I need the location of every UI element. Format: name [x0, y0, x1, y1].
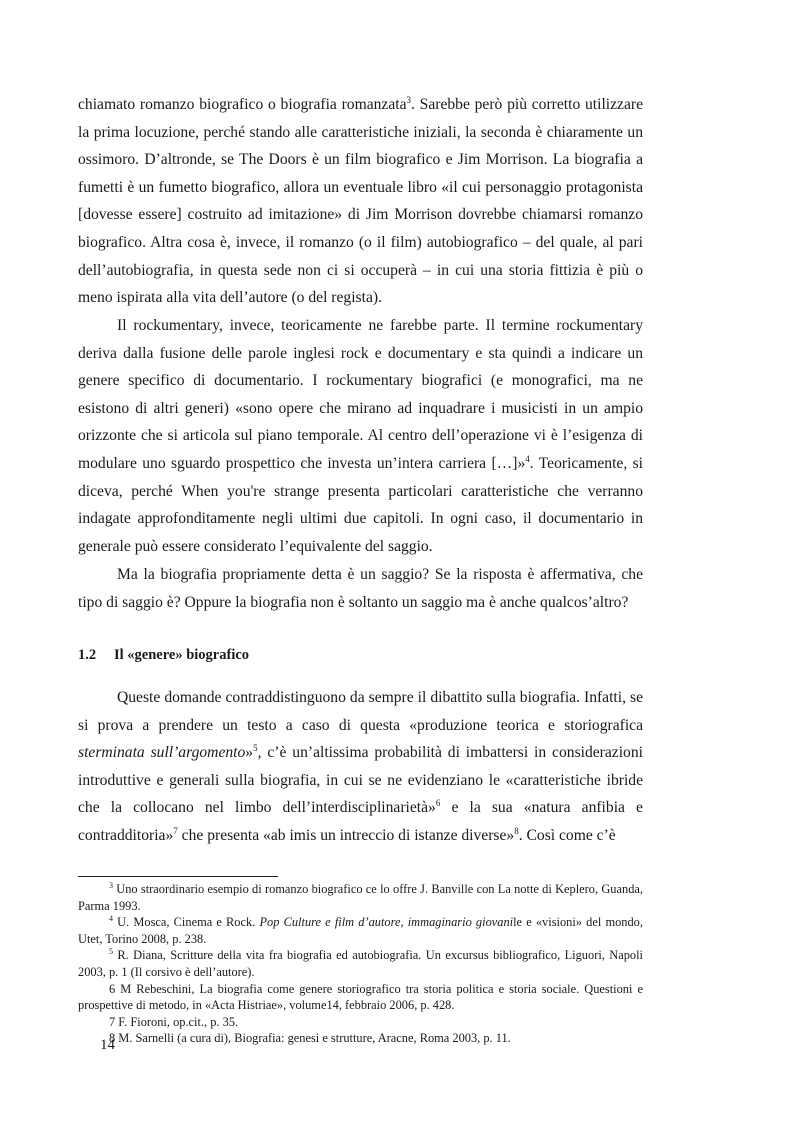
paragraph-text: Il rockumentary, invece, teoricamente ne farebbe parte. Il termine rockumentary deriva dalla fusione delle parole inglesi rock e documentary e sta quindi a indicare un genere specifico di documentario. I rockumentary biografici (e monografici, ma ne esistono di altri generi) «sono opere che mirano ad inquadrare i musicisti in un ampio orizzonte che si articola sul piano temporale. Al centro dell’operazione vi è l’esigenza di modulare uno sguardo prospettico che investa un’intera carriera […]»: [78, 317, 643, 472]
paragraph-text: . Così come c’è: [518, 826, 616, 844]
footnote-ref-5[interactable]: 5: [253, 743, 258, 754]
footnote-italic-text: Pop Culture e film d’autore, immaginario giovani: [259, 915, 514, 930]
footnote-4: [78, 914, 643, 947]
paragraph-3: [78, 561, 643, 616]
paragraph-text: e la sua «natura anfibia e contradditoria»: [78, 799, 643, 844]
footnote-text: 6 M Rebeschini, La biografia come genere storiografico tra storia politica e storia sociale. Questioni e prospettive di metodo, in «Acta Histriae», volume14, febbraio 2006, p. 428.: [78, 981, 643, 1013]
footnote-text: 8 M. Sarnelli (a cura di), Biografia: genesi e strutture, Aracne, Roma 2003, p. 11.: [109, 1031, 511, 1046]
footnote-5: [78, 947, 643, 980]
footnote-text: Uno straordinario esempio di romanzo biografico ce lo offre J. Banville con La notte di Keplero, Guanda, Parma 1993.: [78, 882, 643, 913]
footnote-6: [78, 981, 643, 1014]
footnotes: [78, 881, 643, 1047]
italic-text: sterminata sull’argomento: [78, 744, 246, 762]
paragraph-text: chiamato romanzo biografico o biografia romanzata: [78, 96, 407, 113]
footnote-mark: 3: [109, 881, 113, 890]
paragraph-text: »: [245, 744, 254, 762]
footnote-3: [78, 881, 643, 914]
footnote-text: le e «visioni» del mondo, Utet, Torino 2008, p. 238.: [78, 915, 643, 946]
paragraph-text: Ma la biografia propriamente detta è un saggio? Se la risposta è affermativa, che tipo di saggio è? Oppure la biografia non è soltanto un saggio ma è anche qualcos’altro?: [78, 566, 643, 611]
paragraph-1: [78, 91, 643, 312]
footnote-text: U. Mosca, Cinema e Rock.: [113, 915, 260, 930]
footnote-text: 7 F. Fioroni, op.cit., p. 35.: [109, 1014, 239, 1029]
paragraph-text: , c’è un’altissima probabilità di imbattersi in considerazioni introduttive e generali sulla biografia, in cui se ne evidenziano le «caratteristiche ibride che la collocano nel limbo dell’interdisciplinarietà»: [78, 744, 643, 817]
section-number: 1.2: [78, 647, 97, 663]
footnote-mark: 5: [109, 947, 113, 957]
page-number: 14: [100, 1037, 115, 1053]
section-title: Il «genere» biografico: [114, 647, 250, 663]
footnote-ref-6[interactable]: 6: [435, 798, 441, 809]
paragraph-2: [78, 312, 643, 560]
footnote-8: [78, 1030, 643, 1047]
footnote-7: [78, 1014, 643, 1031]
footnote-text: R. Diana, Scritture della vita fra biografia ed autobiografia. Un excursus bibliografico, Liguori, Napoli 2003, p. 1 (Il corsivo è dell’autore).: [78, 948, 643, 979]
footnote-mark: 4: [109, 914, 113, 924]
footnote-ref-4[interactable]: 4: [525, 453, 530, 464]
paragraph-4: [78, 684, 643, 850]
paragraph-text: . Teoricamente, si diceva, perché When you're strange presenta particolari caratteristiche che verranno indagate approfonditamente negli ultimi due capitoli. In ogni caso, il documentario in generale può essere considerato l’equivalente del saggio.: [78, 454, 643, 555]
section-heading: [78, 647, 249, 664]
footnote-ref-3[interactable]: 3: [406, 95, 412, 105]
paragraph-text: Queste domande contraddistinguono da sempre il dibattito sulla biografia. Infatti, se si prova a prendere un testo a caso di questa «produzione teorica e storiografica: [78, 689, 643, 734]
paragraph-text: che presenta «ab imis un intreccio di istanze diverse»: [177, 826, 515, 844]
paragraph-text: . Sarebbe però più corretto utilizzare la prima locuzione, perché stando alle caratteristiche iniziali, la seconda è chiaramente un ossimoro. D’altronde, se The Doors è un film biografico e Jim Morrison. La biografia a fumetti è un fumetto biografico, allora un eventuale libro «il cui personaggio protagonista [dovesse essere] costruito ad imitazione» di Jim Morrison dovrebbe chiamarsi romanzo biografico. Altra cosa è, invece, il romanzo (o il film) autobiografico – del quale, al pari dell’autobiografia, in questa sede non ci si occuperà – in cui una storia fittizia è più o meno ispirata alla vita dell’autore (o del regista).: [78, 96, 643, 307]
footnote-separator: [78, 876, 278, 877]
footnote-ref-8[interactable]: 8: [514, 825, 519, 836]
footnote-ref-7[interactable]: 7: [173, 825, 178, 836]
